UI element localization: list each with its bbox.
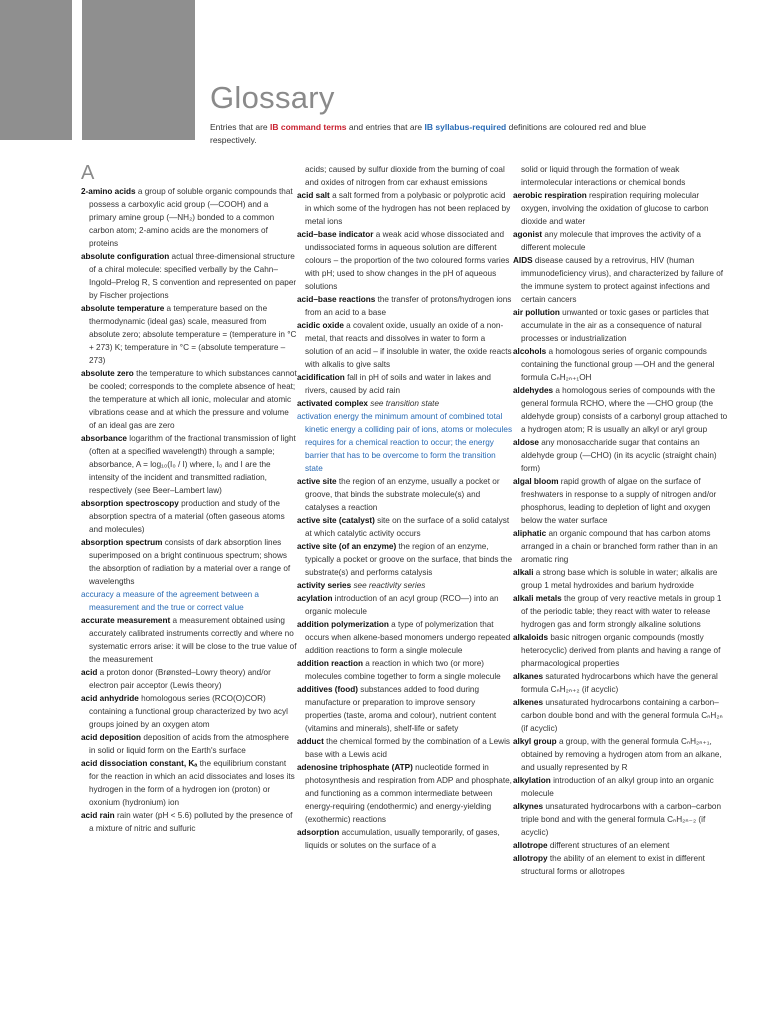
glossary-term: alcohols [513, 347, 547, 356]
glossary-term: alkyl group [513, 737, 557, 746]
glossary-term: acid [81, 668, 98, 677]
glossary-term: adsorption [297, 828, 340, 837]
glossary-term: absolute zero [81, 369, 134, 378]
glossary-definition: homologous series (RCO(O)COR) containing a functional group characterized by two acyl groups joined by an oxygen atom [89, 694, 288, 729]
glossary-term: addition polymerization [297, 620, 389, 629]
glossary-definition: a homologous series of organic compounds containing the functional group —OH and the general formula CₙH₂ₙ₊₁OH [521, 347, 715, 382]
glossary-definition: any molecule that improves the activity of a different molecule [521, 230, 701, 252]
glossary-term: acid dissociation constant, Kₐ [81, 759, 198, 768]
glossary-term: aerobic respiration [513, 191, 587, 200]
glossary-definition: a measurement obtained using accurately calibrated instruments correctly and where no systematic errors arise: it will be close to the true value of the measurement [89, 616, 297, 664]
glossary-definition: actual three-dimensional structure of a chiral molecule: specified verbally by the Cahn–Ingold–Prelog R, S convention and represented on paper by Fischer projections [89, 252, 297, 300]
glossary-entry [513, 475, 729, 527]
command-terms-label: IB command terms [270, 122, 347, 132]
glossary-term: active site (catalyst) [297, 516, 375, 525]
glossary-entry [297, 397, 513, 410]
glossary-definition: unsaturated hydrocarbons containing a carbon–carbon double bond and with the general formula CₙH₂ₙ (if acyclic) [521, 698, 723, 733]
glossary-term: acid–base reactions [297, 295, 376, 304]
glossary-entry [513, 774, 729, 800]
header-bar-left [0, 0, 72, 140]
glossary-entry [297, 514, 513, 540]
glossary-definition: the minimum amount of combined total kinetic energy a colliding pair of ions, atoms or molecules requires for a chemical reaction to occur; the energy barrier that has to be overcome to form the transition state [305, 412, 513, 473]
glossary-entry [513, 306, 729, 345]
glossary-definition: a strong base which is soluble in water; alkalis are group 1 metal hydroxides and barium hydroxide [521, 568, 718, 590]
glossary-term: alkynes [513, 802, 544, 811]
glossary-entry [513, 800, 729, 839]
glossary-entry [81, 614, 297, 666]
glossary-definition: see transition state [370, 399, 440, 408]
glossary-entry [297, 475, 513, 514]
glossary-definition: a measure of the agreement between a measurement and the true or correct value [89, 590, 259, 612]
glossary-definition: a proton donor (Brønsted–Lowry theory) and/or electron pair acceptor (Lewis theory) [89, 668, 271, 690]
glossary-definition: a temperature based on the thermodynamic (ideal gas) scale, measured from absolute zero; absolute temperature = (temperature in °C + 273) K; temperature in °C = (absolute temperature – 273) [89, 304, 297, 365]
glossary-column-3 [513, 163, 729, 878]
glossary-term: adenosine triphosphate (ATP) [297, 763, 413, 772]
glossary-term: absorbance [81, 434, 127, 443]
glossary-definition: unsaturated hydrocarbons with a carbon–carbon triple bond and with the general formula CₙH₂ₙ₋₂ (if acyclic) [521, 802, 722, 837]
glossary-definition: see reactivity series [353, 581, 426, 590]
glossary-entry [297, 826, 513, 852]
glossary-definition: production and study of the absorption spectra of a material (often gaseous atoms and molecules) [89, 499, 285, 534]
glossary-entry [81, 809, 297, 835]
glossary-term: addition reaction [297, 659, 363, 668]
glossary-entry [513, 384, 729, 436]
glossary-term: activated complex [297, 399, 368, 408]
glossary-term: adduct [297, 737, 324, 746]
glossary-term: allotropy [513, 854, 548, 863]
glossary-entry [297, 618, 513, 657]
glossary-entry [81, 731, 297, 757]
glossary-term: accuracy [81, 590, 114, 599]
glossary-entry [513, 189, 729, 228]
glossary-term: alkenes [513, 698, 544, 707]
glossary-entry [297, 735, 513, 761]
glossary-term: AIDS [513, 256, 533, 265]
glossary-definition: the chemical formed by the combination of a Lewis base with a Lewis acid [305, 737, 510, 759]
glossary-entry [297, 293, 513, 319]
glossary-definition: accumulation, usually temporarily, of gases, liquids or solutes on the surface of a [305, 828, 500, 850]
glossary-definition: a reaction in which two (or more) molecules combine together to form a single molecule [305, 659, 501, 681]
glossary-entry [513, 592, 729, 631]
glossary-entry [297, 228, 513, 293]
glossary-term: active site (of an enzyme) [297, 542, 397, 551]
glossary-term: aliphatic [513, 529, 547, 538]
glossary-entry [81, 757, 297, 809]
section-letter: A [81, 162, 95, 184]
glossary-entry [81, 666, 297, 692]
glossary-entry [81, 497, 297, 536]
entry-continuation: solid or liquid through the formation of weak intermolecular interactions or chemical bonds [521, 165, 686, 187]
glossary-definition: logarithm of the fractional transmission of light (often at a specified wavelength) through a sample; absorbance, A = log₁₀(I₀ / I) where, I₀ and I are the intensity of the incident and transmitted radiation, respectively (see Beer–Lambert law) [89, 434, 296, 495]
glossary-term: acid salt [297, 191, 330, 200]
glossary-definition: the region of an enzyme, typically a pocket or groove on the surface, that binds the substrate(s) and performs catalysis [305, 542, 513, 577]
glossary-definition: a type of polymerization that occurs when alkene-based monomers undergo repeated addition reactions to form a single molecule [305, 620, 511, 655]
glossary-entry [513, 852, 729, 878]
glossary-entry [297, 761, 513, 826]
glossary-term: aldose [513, 438, 539, 447]
glossary-term: absolute configuration [81, 252, 170, 261]
glossary-term: 2-amino acids [81, 187, 136, 196]
glossary-definition: the region of an enzyme, usually a pocket or groove, that binds the substrate molecule(s) and catalyses a reaction [305, 477, 500, 512]
glossary-definition: introduction of an acyl group (RCO—) into an organic molecule [305, 594, 499, 616]
glossary-definition: any monosaccharide sugar that contains an aldehyde group (—CHO) (in its acyclic (straight chain) form) [521, 438, 717, 473]
glossary-definition: respiration requiring molecular oxygen, involving the oxidation of glucose to carbon dioxide and water [521, 191, 709, 226]
glossary-definition: basic nitrogen organic compounds (mostly heterocyclic) derived from plants and having a range of pharmacological properties [521, 633, 721, 668]
glossary-term: alkali [513, 568, 534, 577]
glossary-term: acidification [297, 373, 345, 382]
glossary-entry [81, 250, 297, 302]
glossary-definition: deposition of acids from the atmosphere in solid or liquid form on the Earth's surface [89, 733, 289, 755]
glossary-entry [513, 735, 729, 774]
glossary-definition: an organic compound that has carbon atoms arranged in a chain or branched form rather than in an aromatic ring [521, 529, 718, 564]
glossary-definition: the ability of an element to exist in different structural forms or allotropes [521, 854, 705, 876]
glossary-definition: a homologous series of compounds with the general formula RCHO, where the —CHO group (the aldehyde group) consists of a carbonyl group attached to a hydrogen atom; R is usually an alkyl or aryl group [521, 386, 728, 434]
glossary-entry [81, 536, 297, 588]
glossary-entry [513, 345, 729, 384]
glossary-definition: site on the surface of a solid catalyst at which catalytic activity occurs [305, 516, 510, 538]
glossary-term: acid anhydride [81, 694, 139, 703]
syllabus-required-label: IB syllabus-required [424, 122, 507, 132]
glossary-term: alkanes [513, 672, 544, 681]
glossary-definition: disease caused by a retrovirus, HIV (human immunodeficiency virus), and characterized by failure of the immune system to protect against infections and certain cancers [521, 256, 724, 304]
glossary-entry [81, 692, 297, 731]
glossary-entry [513, 839, 729, 852]
glossary-entry [297, 683, 513, 735]
glossary-definition: the group of very reactive metals in group 1 of the periodic table; they react with water to release hydrogen gas and form strongly alkaline solutions [521, 594, 722, 629]
glossary-entry [513, 566, 729, 592]
glossary-entry [297, 592, 513, 618]
intro-part: Entries that are [210, 122, 271, 132]
glossary-entry [81, 367, 297, 432]
glossary-entry [513, 631, 729, 670]
glossary-term: additives (food) [297, 685, 358, 694]
glossary-term: alkaloids [513, 633, 549, 642]
glossary-definition: unwanted or toxic gases or particles that accumulate in the air as a consequence of natural processes or industrialization [521, 308, 709, 343]
glossary-entry [81, 185, 297, 250]
glossary-term: allotrope [513, 841, 548, 850]
glossary-definition: different structures of an element [549, 841, 670, 850]
glossary-definition: a covalent oxide, usually an oxide of a non-metal, that reacts and dissolves in water to form a solution of an acid – if insoluble in water, the oxide reacts with alkalis to give salts [305, 321, 512, 369]
glossary-definition: introduction of an alkyl group into an organic molecule [521, 776, 714, 798]
glossary-entry [513, 670, 729, 696]
glossary-term: air pollution [513, 308, 560, 317]
glossary-definition: saturated hydrocarbons which have the general formula CₙH₂ₙ₊₂ (if acyclic) [521, 672, 718, 694]
glossary-definition: a weak acid whose dissociated and undissociated forms in aqueous solution are different colours – the proportion of the two coloured forms varies with pH; used to show changes in the pH of aqueous solutions [305, 230, 510, 291]
glossary-definition: substances added to food during manufacture or preparation to improve sensory properties (taste, aroma and colour), nutrient content (vitamins and minerals), shelf-life or safety [305, 685, 497, 733]
glossary-definition: a salt formed from a polybasic or polyprotic acid in which some of the hydrogen has not been replaced by metal ions [305, 191, 511, 226]
glossary-definition: fall in pH of soils and water in lakes and rivers, caused by acid rain [305, 373, 491, 395]
glossary-term: acid deposition [81, 733, 142, 742]
glossary-term: absorption spectrum [81, 538, 163, 547]
glossary-entry [297, 371, 513, 397]
glossary-definition: rain water (pH < 5.6) polluted by the presence of a mixture of nitric and sulfuric [89, 811, 293, 833]
glossary-column-1 [81, 163, 297, 835]
page-title: Glossary [210, 80, 335, 115]
glossary-entry [81, 432, 297, 497]
entry-continuation: acids; caused by sulfur dioxide from the burning of coal and oxides of nitrogen from car exhaust emissions [305, 165, 505, 187]
glossary-term: absorption spectroscopy [81, 499, 179, 508]
glossary-term: algal bloom [513, 477, 559, 486]
glossary-term: alkylation [513, 776, 551, 785]
glossary-definition: the temperature to which substances cannot be cooled; corresponds to the complete absence of heat; the temperature at which all ionic, molecular and atomic vibrations cease and at which the pressure and volume of an ideal gas are zero [89, 369, 297, 430]
glossary-term: agonist [513, 230, 543, 239]
glossary-definition: consists of dark absorption lines superimposed on a bright continuous spectrum; shows the absorption of radiation by a material over a range of wavelengths [89, 538, 291, 586]
glossary-entry [297, 579, 513, 592]
intro-part: and entries that are [346, 122, 425, 132]
glossary-entry [513, 527, 729, 566]
glossary-entry [513, 254, 729, 306]
glossary-term: acylation [297, 594, 333, 603]
glossary-entry [513, 228, 729, 254]
glossary-entry [513, 436, 729, 475]
glossary-definition: the transfer of protons/hydrogen ions from an acid to a base [305, 295, 512, 317]
header-bar-right [82, 0, 195, 140]
glossary-definition: the equilibrium constant for the reaction in which an acid dissociates and loses its hydrogen in the form of a hydrogen ion (proton) or oxonium (hydronium) ion [89, 759, 295, 807]
glossary-term: active site [297, 477, 337, 486]
glossary-definition: a group, with the general formula CₙH₂ₙ₊₁, obtained by removing a hydrogen atom from an alkane, and usually represented by R [521, 737, 722, 772]
glossary-definition: rapid growth of algae on the surface of freshwaters in response to a supply of nitrogen and/or phosphorus, leading to depletion of light and oxygen below the water surface [521, 477, 717, 525]
glossary-term: alkali metals [513, 594, 562, 603]
glossary-entry [297, 319, 513, 371]
glossary-entry [297, 189, 513, 228]
glossary-entry [81, 588, 297, 614]
glossary-entry [297, 410, 513, 475]
glossary-term: absolute temperature [81, 304, 165, 313]
glossary-term: accurate measurement [81, 616, 171, 625]
glossary-entry [297, 657, 513, 683]
glossary-definition: nucleotide formed in photosynthesis and respiration from ADP and phosphate, and functioning as a common intermediate between energy-requiring (endothermic) and energy-yielding (exothermic) reactions [305, 763, 512, 824]
glossary-entry [513, 696, 729, 735]
glossary-entry [81, 302, 297, 367]
glossary-term: activity series [297, 581, 352, 590]
glossary-term: activation energy [297, 412, 359, 421]
intro-part: definitions are coloured red and blue respectively. [210, 122, 647, 146]
glossary-column-2 [297, 163, 513, 852]
intro-text [210, 121, 680, 147]
glossary-term: acidic oxide [297, 321, 344, 330]
glossary-term: aldehydes [513, 386, 554, 395]
glossary-entry [297, 540, 513, 579]
glossary-definition: a group of soluble organic compounds that possess a carboxylic acid group (—COOH) and a primary amine group (—NH₂) bonded to a common carbon atom; 2-amino acids are the monomers of proteins [89, 187, 293, 248]
glossary-term: acid rain [81, 811, 115, 820]
glossary-term: acid–base indicator [297, 230, 374, 239]
